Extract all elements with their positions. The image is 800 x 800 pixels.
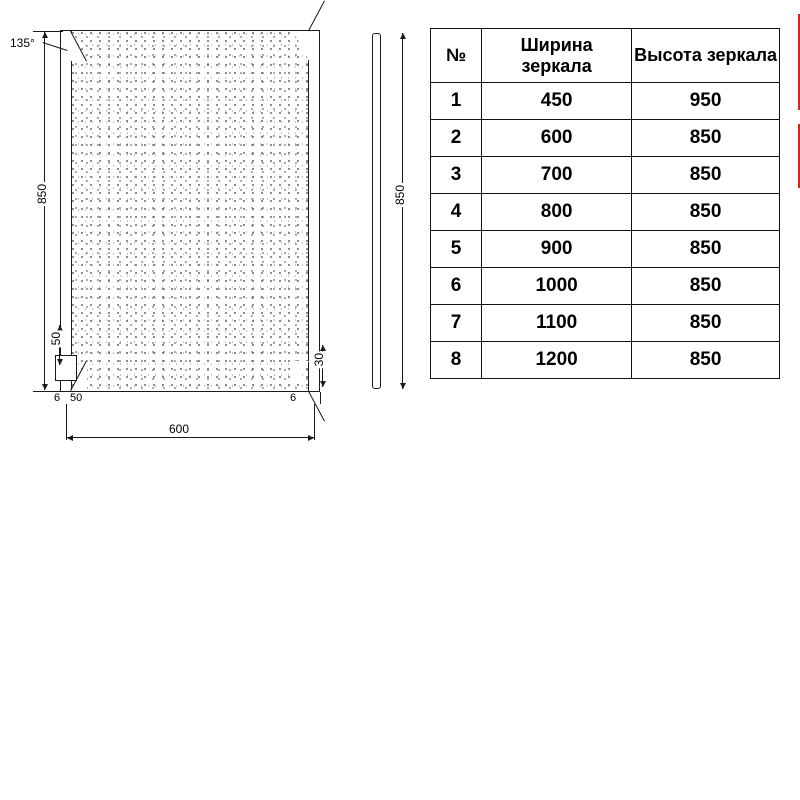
bevel-line-top-right [308, 1, 325, 31]
cell-height: 850 [632, 342, 780, 379]
cell-no: 6 [431, 268, 482, 305]
ext-line-top [33, 31, 63, 32]
header-no: № [431, 29, 482, 83]
ext-line-width-right [314, 404, 315, 440]
header-height: Высота зеркала [632, 29, 780, 83]
cell-no: 5 [431, 231, 482, 268]
cell-no: 3 [431, 157, 482, 194]
cell-width: 800 [482, 194, 632, 231]
table-row [431, 157, 780, 194]
cell-height: 850 [632, 157, 780, 194]
height-label: 850 [35, 184, 49, 205]
cell-no: 4 [431, 194, 482, 231]
cell-width: 1000 [482, 268, 632, 305]
table-row [431, 120, 780, 157]
small-dim-50: 50 [70, 392, 83, 404]
cell-width: 1100 [482, 305, 632, 342]
cell-no: 8 [431, 342, 482, 379]
side-height-label: 850 [393, 185, 407, 206]
left-inner-edge [71, 31, 72, 391]
bevel-line-bottom-right [308, 391, 325, 421]
table-row [431, 231, 780, 268]
small-dim-6-left: 6 [54, 392, 61, 404]
right-edge-label: 30 [312, 353, 326, 367]
bevel-corner-bottom-right [293, 361, 309, 391]
mirror-side-elevation [372, 33, 381, 389]
table-row [431, 83, 780, 120]
cell-width: 900 [482, 231, 632, 268]
cell-width: 700 [482, 157, 632, 194]
table-row [431, 194, 780, 231]
small-dim-6-right: 6 [290, 392, 297, 404]
tick-br-1 [320, 392, 321, 404]
cell-width: 1200 [482, 342, 632, 379]
cell-height: 850 [632, 231, 780, 268]
cell-width: 450 [482, 83, 632, 120]
mirror-front-elevation [60, 30, 320, 392]
table-row [431, 342, 780, 379]
bevel-corner-top-right [293, 31, 309, 61]
mirror-surface-hatch [72, 32, 308, 390]
cell-height: 850 [632, 120, 780, 157]
cell-height: 850 [632, 194, 780, 231]
angle-label: 135° [10, 36, 35, 50]
table-row [431, 305, 780, 342]
cell-width: 600 [482, 120, 632, 157]
table-row [431, 268, 780, 305]
cell-height: 950 [632, 83, 780, 120]
cell-no: 1 [431, 83, 482, 120]
cell-no: 2 [431, 120, 482, 157]
table-header-row [431, 29, 780, 83]
cell-no: 7 [431, 305, 482, 342]
right-inner-edge [308, 31, 309, 391]
bevel-height-label: 50 [49, 332, 63, 346]
cell-height: 850 [632, 268, 780, 305]
header-width: Ширина зеркала [482, 29, 632, 83]
mirror-size-table [430, 28, 780, 379]
cell-height: 850 [632, 305, 780, 342]
width-label: 600 [169, 422, 190, 436]
